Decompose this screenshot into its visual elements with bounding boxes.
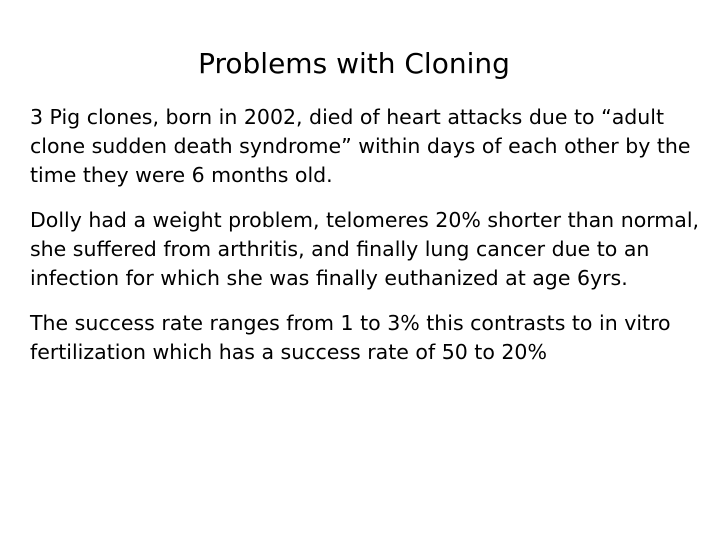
paragraph-pig-clones: 3 Pig clones, born in 2002, died of heart attacks due to “adult clone sudden death syndrome” within days of each other by the time they were 6 months old.: [30, 105, 691, 187]
slide-title: Problems with Cloning: [198, 47, 510, 80]
paragraph-dolly: Dolly had a weight problem, telomeres 20% shorter than normal, she suffered from arthritis, and finally lung cancer due to an infection for which she was finally euthanized at age 6yrs.: [30, 208, 700, 290]
paragraph-success-rate: The success rate ranges from 1 to 3% this contrasts to in vitro fertilization which has a success rate of 50 to 20%: [30, 311, 671, 364]
slide-body: [30, 103, 700, 383]
